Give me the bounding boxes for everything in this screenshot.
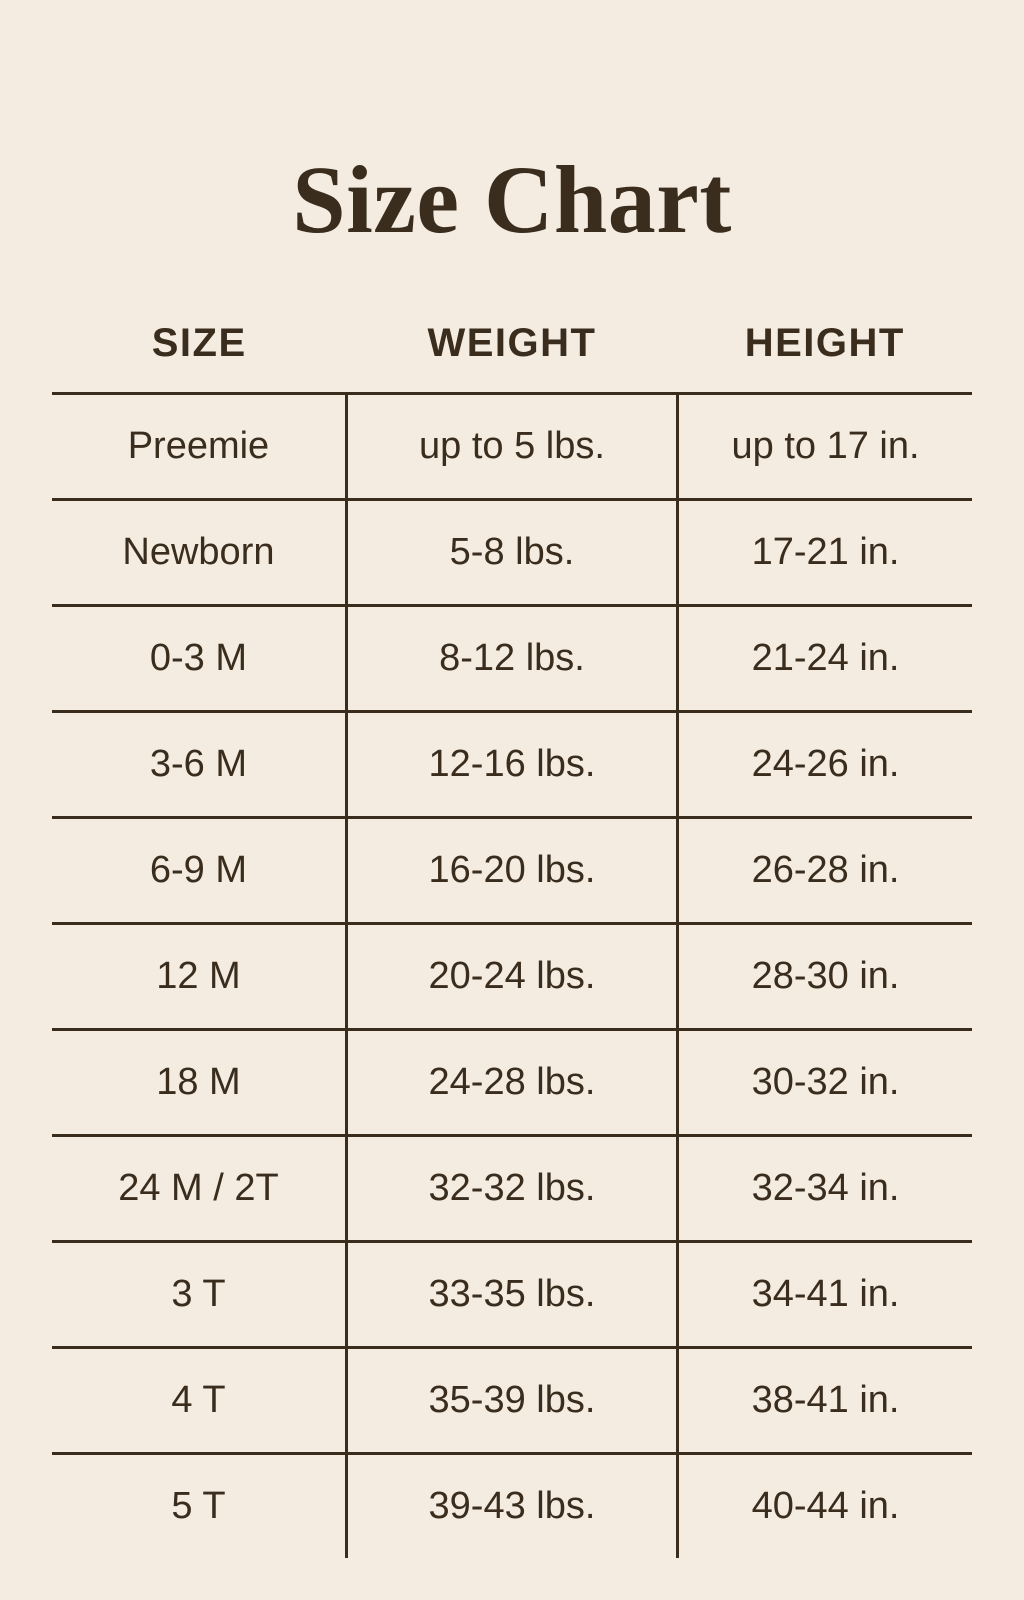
table-row [52, 1348, 972, 1454]
cell-weight: 35-39 lbs. [346, 1348, 677, 1454]
cell-weight: 8-12 lbs. [346, 606, 677, 712]
column-header-size: SIZE [52, 320, 346, 394]
cell-size: 0-3 M [52, 606, 346, 712]
size-chart-table [52, 320, 972, 1558]
cell-size: 5 T [52, 1454, 346, 1559]
cell-height: 17-21 in. [678, 500, 972, 606]
cell-size: Newborn [52, 500, 346, 606]
table-row [52, 924, 972, 1030]
cell-height: 26-28 in. [678, 818, 972, 924]
cell-height: 40-44 in. [751, 1485, 900, 1528]
cell-height: 38-41 in. [678, 1348, 972, 1454]
table-row [52, 1242, 972, 1348]
cell-weight: 16-20 lbs. [346, 818, 677, 924]
cell-size: 3 T [52, 1242, 346, 1348]
table-row [52, 394, 972, 500]
cell-size: 4 T [52, 1348, 346, 1454]
cell-height: 34-41 in. [678, 1242, 972, 1348]
cell-size: 3-6 M [52, 712, 346, 818]
table-row [52, 1136, 972, 1242]
cell-size: 12 M [52, 924, 346, 1030]
cell-weight: 5-8 lbs. [346, 500, 677, 606]
cell-weight: 12-16 lbs. [346, 712, 677, 818]
cell-height: 30-32 in. [678, 1030, 972, 1136]
column-header-weight: WEIGHT [346, 320, 677, 394]
table-header-row [52, 320, 972, 394]
size-chart-page [0, 64, 1024, 1600]
table-row [52, 818, 972, 924]
cell-weight: up to 5 lbs. [346, 394, 677, 500]
cell-weight: 39-43 lbs. [346, 1454, 677, 1559]
table-row [52, 712, 972, 818]
cell-size: 6-9 M [52, 818, 346, 924]
cell-weight: 24-28 lbs. [346, 1030, 677, 1136]
cell-size: 24 M / 2T [52, 1136, 346, 1242]
page-title: Size Chart [292, 146, 732, 254]
table-row [52, 1454, 972, 1559]
cell-height: up to 17 in. [678, 394, 972, 500]
cell-weight: 33-35 lbs. [346, 1242, 677, 1348]
table-row [52, 606, 972, 712]
cell-weight: 32-32 lbs. [346, 1136, 677, 1242]
cell-height: 28-30 in. [678, 924, 972, 1030]
cell-size: 18 M [52, 1030, 346, 1136]
cell-height: 21-24 in. [678, 606, 972, 712]
cell-size: Preemie [52, 394, 346, 500]
table-row [52, 500, 972, 606]
cell-height: 24-26 in. [678, 712, 972, 818]
cell-weight: 20-24 lbs. [346, 924, 677, 1030]
table-row [52, 1030, 972, 1136]
column-header-height: HEIGHT [678, 320, 972, 394]
cell-height: 32-34 in. [678, 1136, 972, 1242]
